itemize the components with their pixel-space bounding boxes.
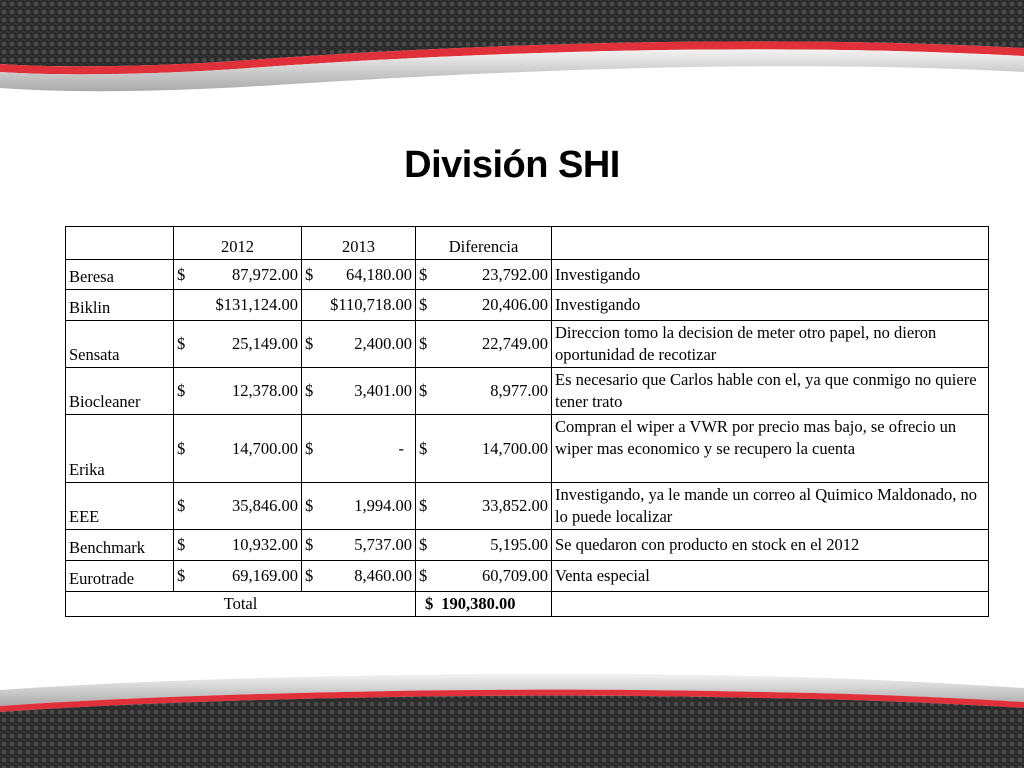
cell-diferencia: [416, 260, 552, 290]
currency-sign: $: [419, 264, 428, 284]
row-name: Erika: [66, 415, 174, 483]
cell-2012: [174, 483, 302, 530]
cell-2013: [302, 530, 416, 561]
amount: 35,846.00: [232, 496, 298, 515]
amount: 1,994.00: [354, 496, 412, 515]
amount: 8,460.00: [354, 566, 412, 585]
header-cell-2012: 2012: [174, 227, 302, 260]
amount: 5,737.00: [354, 535, 412, 554]
total-amount: 190,380.00: [441, 594, 516, 613]
cell-note: Compran el wiper a VWR por precio mas bajo, se ofrecio un wiper mas economico y se recupero la cuenta: [552, 415, 989, 483]
cell-2012: [174, 290, 302, 321]
amount: 14,700.00: [482, 438, 548, 458]
cell-note: Es necesario que Carlos hable con el, ya que conmigo no quiere tener trato: [552, 368, 989, 415]
amount: 22,749.00: [482, 334, 548, 353]
row-name: EEE: [66, 483, 174, 530]
total-label: Total: [66, 592, 416, 617]
header-cell-notes: [552, 227, 989, 260]
table-row: [66, 368, 989, 415]
row-name: Biocleaner: [66, 368, 174, 415]
row-name: Beresa: [66, 260, 174, 290]
currency-sign: $: [425, 594, 434, 613]
currency-sign: $: [305, 496, 314, 515]
cell-2012: [174, 321, 302, 368]
table-header-row: [66, 227, 989, 260]
cell-note: Investigando: [552, 260, 989, 290]
currency-sign: $: [305, 264, 314, 284]
cell-diferencia: [416, 561, 552, 592]
cell-diferencia: [416, 415, 552, 483]
header-cell-blank: [66, 227, 174, 260]
amount: 14,700.00: [232, 438, 298, 458]
cell-note: Venta especial: [552, 561, 989, 592]
amount: 33,852.00: [482, 496, 548, 515]
cell-note: Investigando: [552, 290, 989, 321]
currency-sign: $: [177, 535, 186, 554]
cell-diferencia: [416, 483, 552, 530]
currency-sign: $: [419, 381, 428, 400]
amount: 64,180.00: [346, 264, 412, 284]
amount: 8,977.00: [490, 381, 548, 400]
cell-note: Direccion tomo la decision de meter otro papel, no dieron oportunidad de recotizar: [552, 321, 989, 368]
cell-2013: [302, 415, 416, 483]
currency-sign: $: [305, 334, 314, 353]
amount: 2,400.00: [354, 334, 412, 353]
currency-sign: $: [177, 334, 186, 353]
currency-sign: $: [305, 535, 314, 554]
cell-diferencia: [416, 290, 552, 321]
table-row: [66, 415, 989, 483]
currency-sign: $: [419, 295, 428, 314]
cell-diferencia: [416, 530, 552, 561]
division-table: [65, 226, 989, 617]
row-name: Benchmark: [66, 530, 174, 561]
cell-2013: [302, 483, 416, 530]
currency-sign: $: [177, 566, 186, 585]
cell-diferencia: [416, 321, 552, 368]
amount: 25,149.00: [232, 334, 298, 353]
table-row: [66, 530, 989, 561]
cell-2013: [302, 561, 416, 592]
currency-sign: $: [177, 264, 186, 284]
currency-sign: $: [419, 496, 428, 515]
footer-decoration: [0, 668, 1024, 768]
cell-2013: [302, 260, 416, 290]
cell-2012: [174, 260, 302, 290]
amount: $131,124.00: [215, 295, 298, 314]
amount: 20,406.00: [482, 295, 548, 314]
amount: $110,718.00: [330, 295, 412, 314]
header-wave-graphic: [0, 0, 1024, 110]
currency-sign: $: [305, 566, 314, 585]
row-name: Sensata: [66, 321, 174, 368]
total-row: [66, 592, 989, 617]
cell-2012: [174, 415, 302, 483]
cell-note: Investigando, ya le mande un correo al Quimico Maldonado, no lo puede localizar: [552, 483, 989, 530]
cell-2012: [174, 368, 302, 415]
amount: 60,709.00: [482, 566, 548, 585]
table-row: [66, 483, 989, 530]
row-name: Biklin: [66, 290, 174, 321]
amount: -: [398, 438, 404, 458]
amount: 69,169.00: [232, 566, 298, 585]
footer-wave-graphic: [0, 668, 1024, 768]
cell-note: Se quedaron con producto en stock en el 2012: [552, 530, 989, 561]
table-row: [66, 290, 989, 321]
amount: 5,195.00: [490, 535, 548, 554]
table-row: [66, 321, 989, 368]
table-row: [66, 561, 989, 592]
cell-2013: [302, 321, 416, 368]
cell-2013: [302, 368, 416, 415]
amount: 3,401.00: [354, 381, 412, 400]
row-name: Eurotrade: [66, 561, 174, 592]
amount: 12,378.00: [232, 381, 298, 400]
slide-title: División SHI: [404, 144, 620, 186]
total-value-cell: [416, 592, 552, 617]
currency-sign: $: [177, 381, 186, 400]
amount: 10,932.00: [232, 535, 298, 554]
total-note-cell: [552, 592, 989, 617]
currency-sign: $: [177, 496, 186, 515]
header-cell-2013: 2013: [302, 227, 416, 260]
amount: 23,792.00: [482, 264, 548, 284]
table-row: [66, 260, 989, 290]
currency-sign: $: [419, 438, 428, 458]
amount: 87,972.00: [232, 264, 298, 284]
currency-sign: $: [305, 381, 314, 400]
currency-sign: $: [419, 566, 428, 585]
cell-2013: [302, 290, 416, 321]
currency-sign: $: [419, 334, 428, 353]
header-decoration: [0, 0, 1024, 110]
currency-sign: $: [419, 535, 428, 554]
currency-sign: $: [305, 438, 314, 458]
cell-2012: [174, 561, 302, 592]
header-cell-diferencia: Diferencia: [416, 227, 552, 260]
cell-diferencia: [416, 368, 552, 415]
currency-sign: $: [177, 438, 186, 458]
cell-2012: [174, 530, 302, 561]
